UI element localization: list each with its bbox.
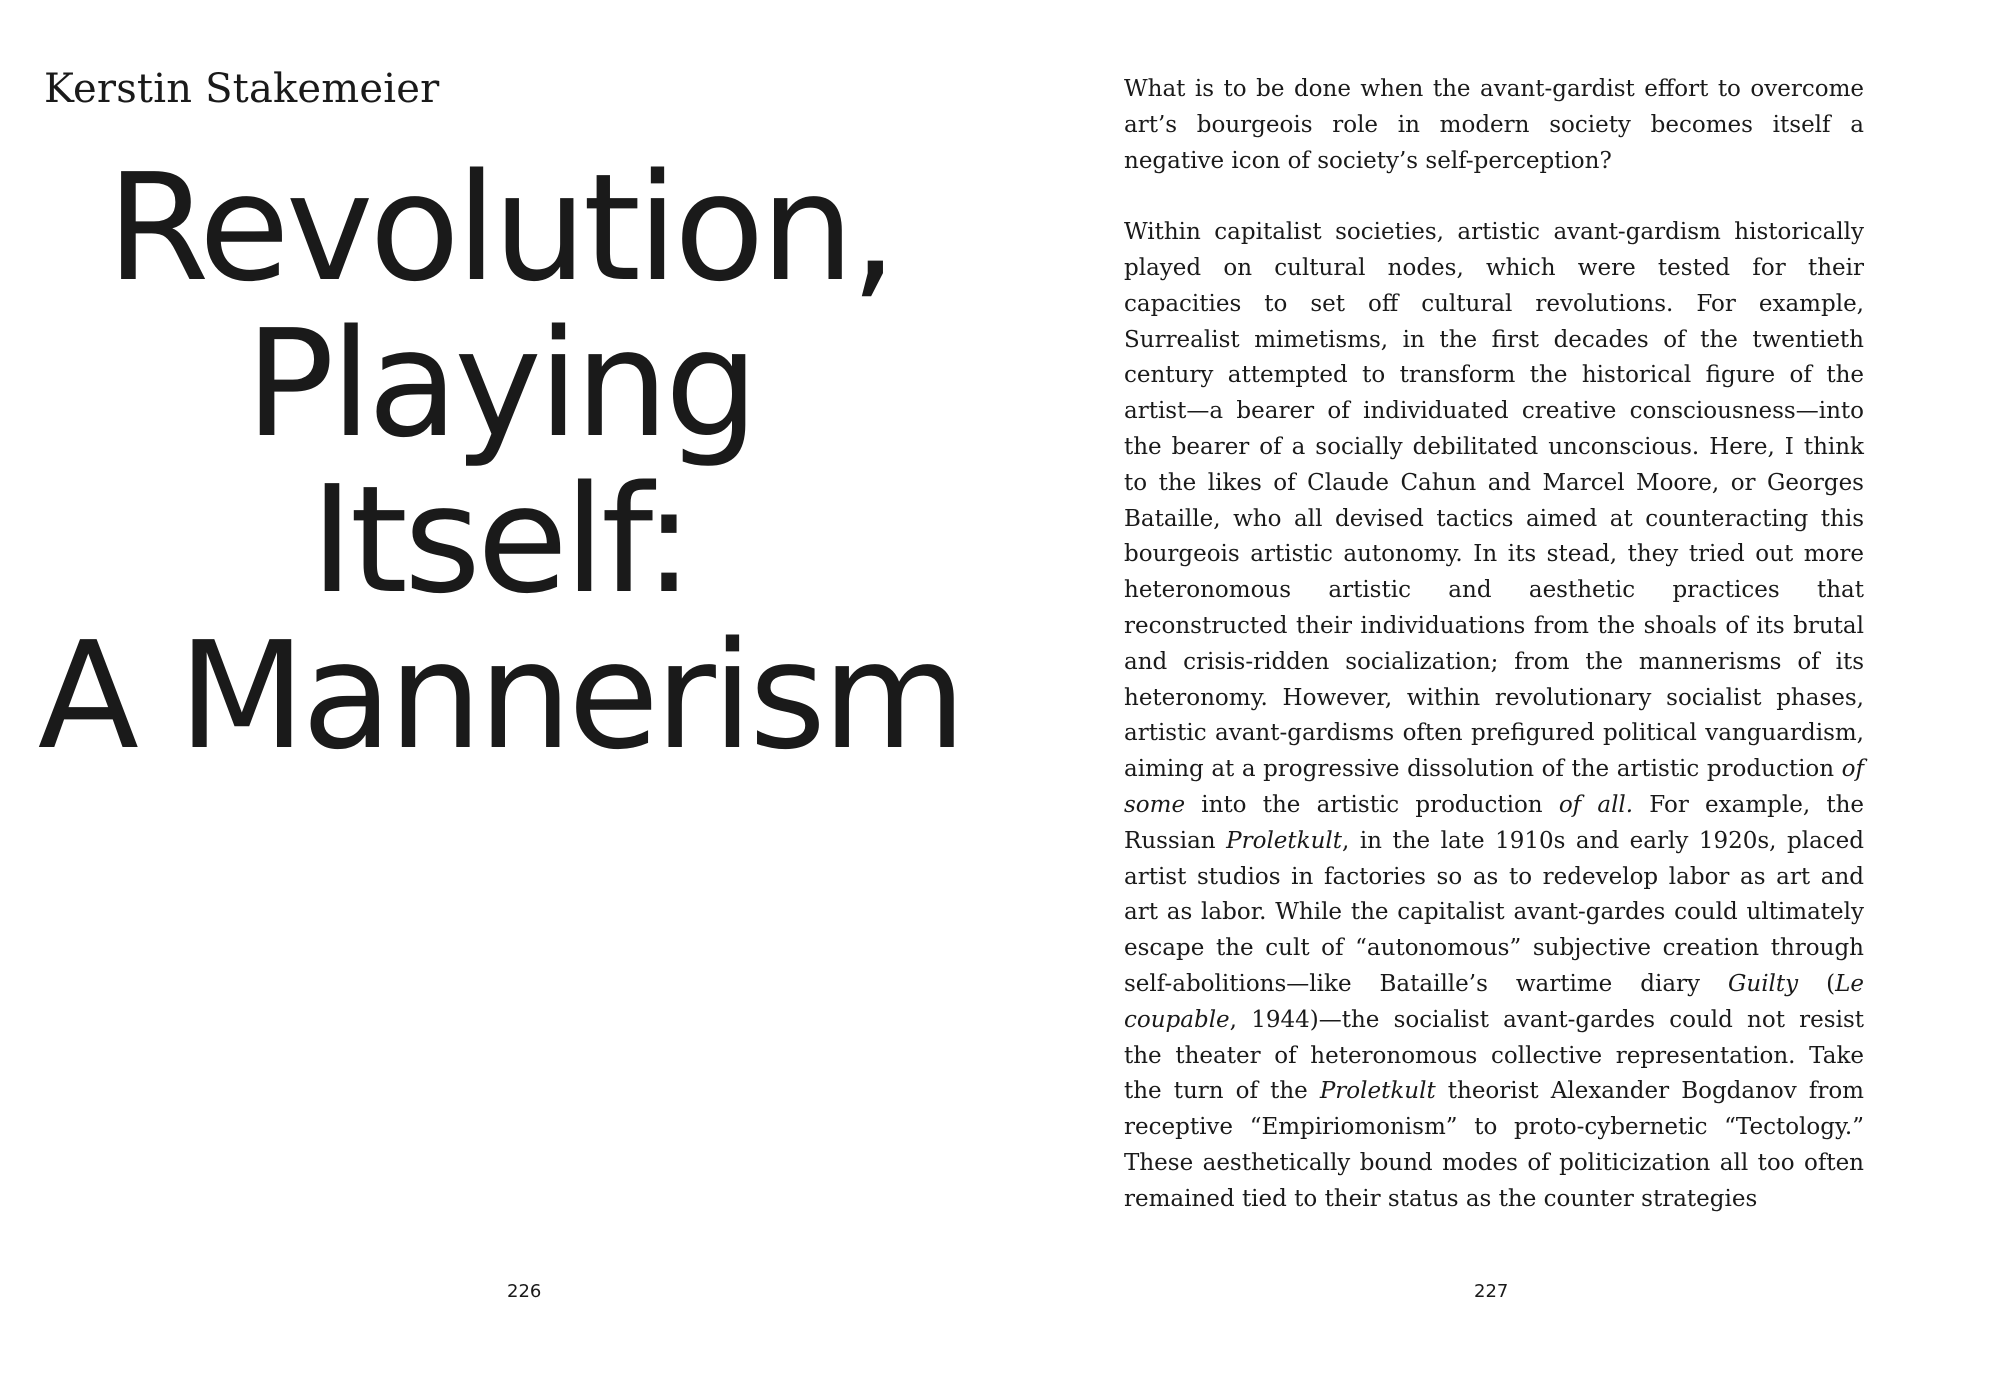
essay-title — [0, 142, 1000, 782]
body-text — [1124, 72, 1864, 1218]
paragraph-main — [1124, 215, 1864, 1217]
text-run: into the artistic production — [1185, 791, 1559, 818]
italic-run: of all. — [1558, 791, 1634, 818]
italic-run: of some — [1124, 756, 1864, 818]
page-number-right: 227 — [1474, 1281, 1509, 1302]
text-run: For example, the Russian — [1124, 791, 1865, 854]
paragraph-intro: What is to be done when the avant-gardist effort to overcome art’s bourgeois role in modern society becomes itself a negative icon of society’s self-perception? — [1124, 76, 1864, 174]
title-line-4: A Mannerism — [37, 610, 963, 782]
text-run: ( — [1798, 970, 1836, 997]
italic-run: Proletkult — [1226, 827, 1343, 854]
title-line-2: Playing — [245, 298, 755, 470]
title-line-3: Itself: — [310, 454, 690, 626]
text-run: , in the late 1910s and early 1920s, placed artist studios in factories so as to redevelop labor as art and art as labor. While the capitalist avant-gardes could ultimately escape the cult of “autonomous” subjective creation through self-abolitions—like Bataille’s wartime diary — [1124, 827, 1864, 997]
italic-run: Le coupable — [1124, 970, 1864, 1033]
italic-run: Guilty — [1728, 970, 1799, 997]
author-name: Kerstin Stakemeier — [44, 66, 440, 112]
right-page — [1000, 0, 2000, 1385]
text-run: Within capitalist societies, artistic avant-gardism historically played on cultural nodes, which were tested for their capacities to set off cultural revolutions. For example, Surrealist mimetisms, in the first decades of the twentieth century attempted to transform the historical figure of the artist—a bearer of individuated creative consciousness—into the bearer of a socially debilitated unconscious. Here, I think to the likes of Claude Cahun and Marcel Moore, or Georges Bataille, who all devised tactics aimed at counteracting this bourgeois artistic autonomy. In its stead, they tried out more heteronomous artistic and aesthetic practices that reconstructed their individuations from the shoals of its brutal and crisis-ridden socialization; from the mannerisms of its heteronomy. However, within revolutionary socialist phases, artistic avant-gardisms often prefigured political vanguardism, aiming at a progressive dissolution of the artistic production — [1124, 219, 1864, 783]
italic-run: Proletkult — [1319, 1078, 1436, 1105]
text-run: theorist Alexander Bogdanov from receptive “Empiriomonism” to proto-cybernetic “Tectology.” These aesthetically bound modes of politicization all too often remained tied to their status as the counter strategies — [1124, 1078, 1864, 1212]
page-number-left: 226 — [507, 1281, 542, 1302]
text-run: , 1944)—the socialist avant-gardes could not resist the theater of heteronomous collective representation. Take the turn of the — [1124, 1006, 1864, 1105]
title-line-1: Revolution, — [106, 142, 894, 314]
